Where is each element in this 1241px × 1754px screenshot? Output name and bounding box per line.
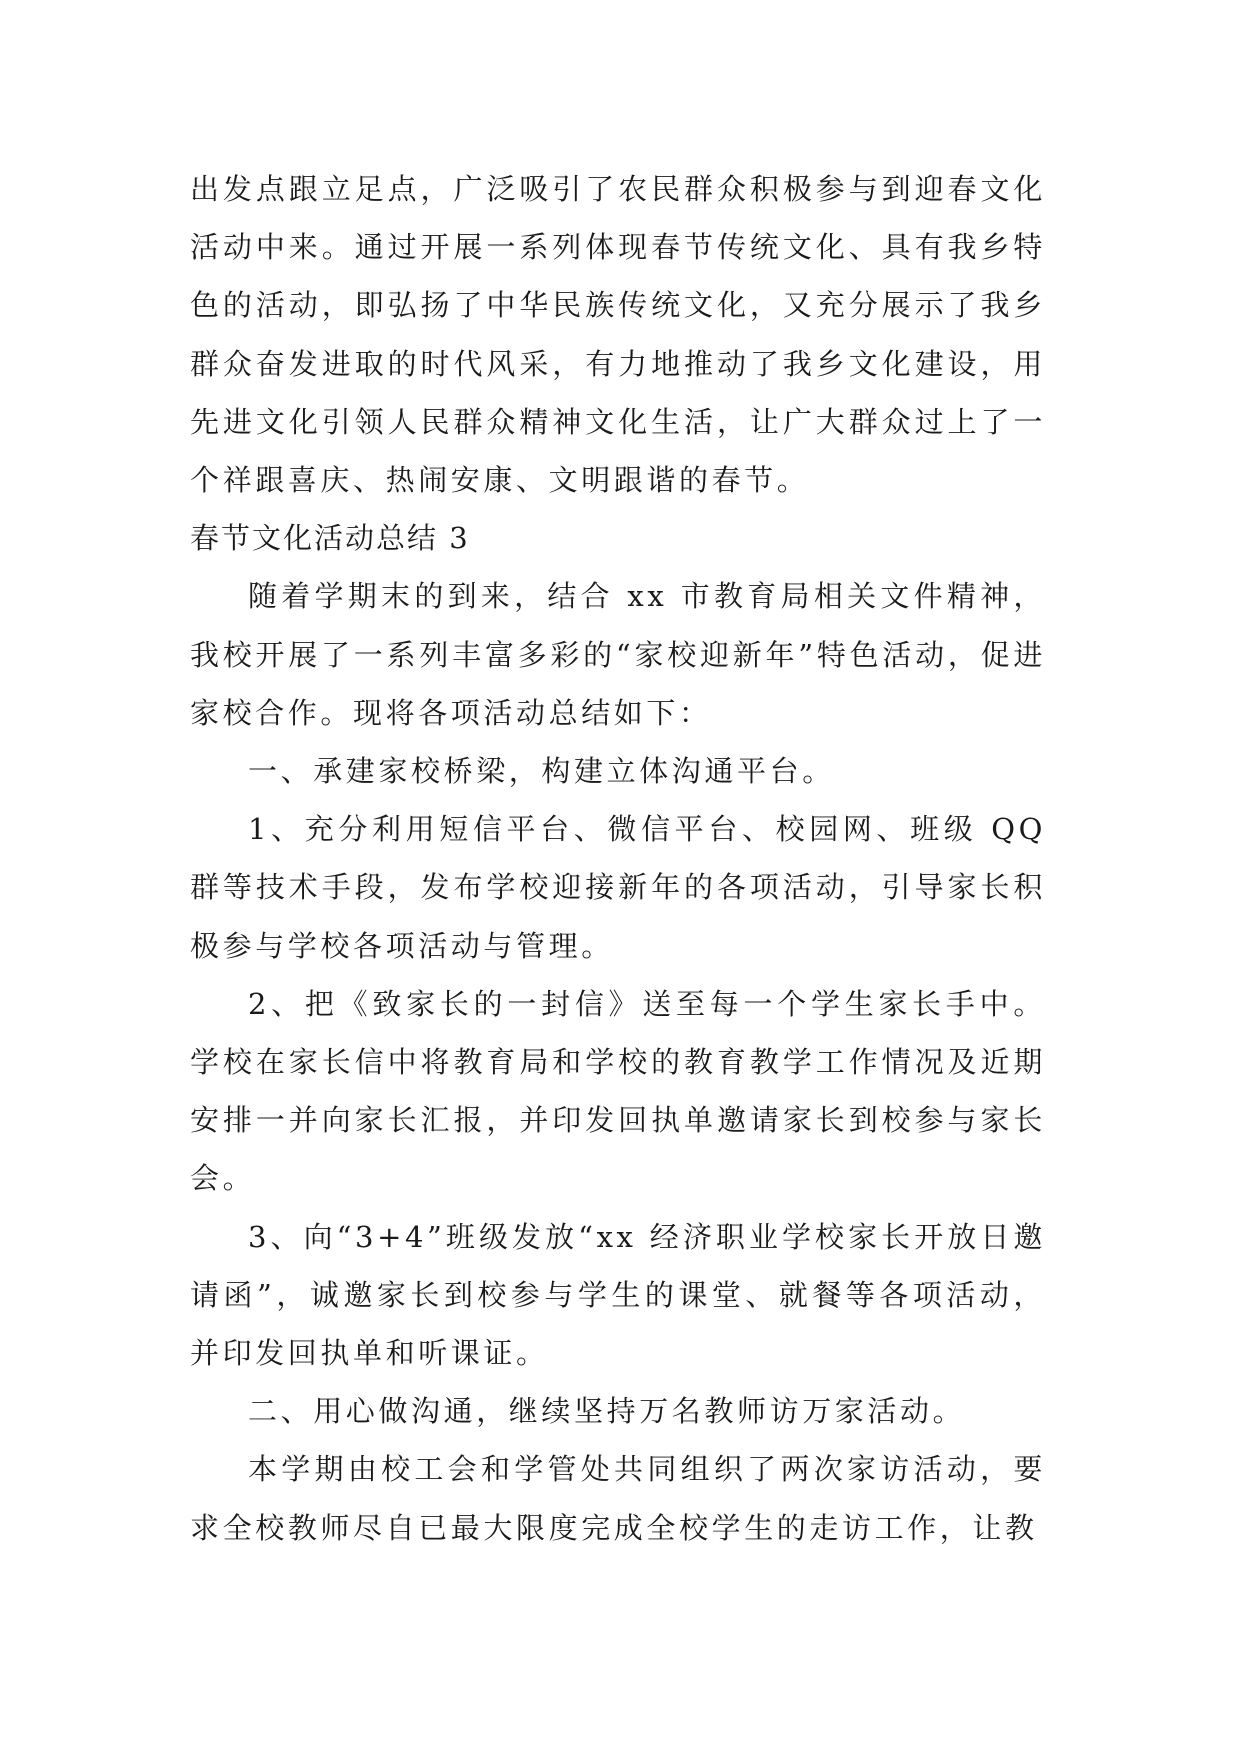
paragraph-intro: 随着学期末的到来，结合 xx 市教育局相关文件精神，我校开展了一系列丰富多彩的“家校迎新年”特色活动，促进家校合作。现将各项活动总结如下： [190,579,1046,730]
paragraph-section-two: 二、用心做沟通，继续坚持万名教师访万家活动。 [248,1394,966,1429]
paragraph-item-1: 1、充分利用短信平台、微信平台、校园网、班级 QQ 群等技术手段，发布学校迎接新年的各项活动，引导家长积极参与学校各项活动与管理。 [190,812,1046,963]
paragraph-continuation: 出发点跟立足点，广泛吸引了农民群众积极参与到迎春文化活动中来。通过开展一系列体现春节传统文化、具有我乡特色的活动，即弘扬了中华民族传统文化，又充分展示了我乡群众奋发进取的时代风采，有力地推动了我乡文化建设，用先进文化引领人民群众精神文化生活，让广大群众过上了一个祥跟喜庆、热闹安康、文明跟谐的春节。 [190,172,1046,498]
paragraph-home-visits: 本学期由校工会和学管处共同组织了两次家访活动，要求全校教师尽自已最大限度完成全校学生的走访工作，让教 [190,1452,1046,1545]
paragraph-item-3: 3、向“3+4”班级发放“xx 经济职业学校家长开放日邀请函”，诚邀家长到校参与学生的课堂、就餐等各项活动，并印发回执单和听课证。 [190,1219,1046,1371]
document-body [190,160,1046,1557]
section-heading: 春节文化活动总结 3 [190,521,470,556]
paragraph-section-one: 一、承建家校桥梁，构建立体沟通平台。 [248,754,835,789]
paragraph-item-2: 2、把《致家长的一封信》送至每一个学生家长手中。学校在家长信中将教育局和学校的教育教学工作情况及近期安排一并向家长汇报，并印发回执单邀请家长到校参与家长会。 [190,986,1046,1196]
